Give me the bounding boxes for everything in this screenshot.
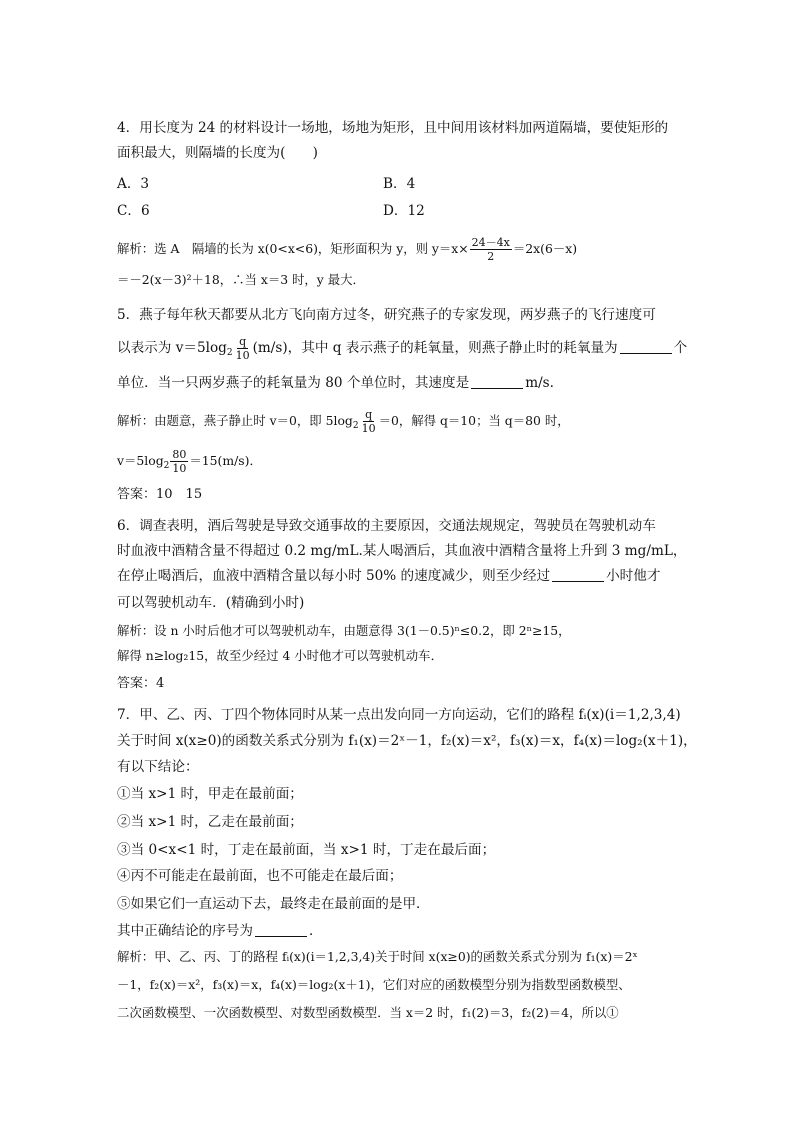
q5-blank-2 (471, 374, 523, 389)
q4-option-b: B．4 (383, 176, 416, 192)
q4-option-c: C．6 (117, 203, 150, 219)
q5-blank-1 (620, 339, 672, 354)
q4-line2: 面积最大，则隔墙的长度为( ) (117, 145, 318, 161)
q6-line2: 时血液中酒精含量不得超过 0.2 mg/mL.某人喝酒后，其血液中酒精含量将上升到 3 mg/mL， (117, 543, 687, 559)
q7-conclusion-1: ①当 x>1 时，甲走在最前面； (117, 786, 303, 802)
q7-solution-line2: －1，f₂(x)＝x²，f₃(x)＝x，f₄(x)＝log₂(x＋1)，它们对应的函数模型分别为指数型函数模型、 (117, 977, 631, 992)
q7-conclusion-2: ②当 x>1 时，乙走在最前面； (117, 814, 303, 830)
q6-line3: 在停止喝酒后，血液中酒精含量以每小时 50% 的速度减少，则至少经过 小时他才 (117, 568, 661, 584)
q7-line2: 关于时间 x(x≥0)的函数关系式分别为 f₁(x)＝2ˣ－1，f₂(x)＝x²，f₃(x)＝x，f₄(x)＝log₂(x＋1)， (117, 733, 697, 749)
q6-line1: 6．调查表明，酒后驾驶是导致交通事故的主要原因，交通法规规定，驾驶员在驾驶机动车 (117, 518, 656, 534)
q7-line3: 有以下结论： (117, 759, 199, 775)
q7-line1: 7．甲、乙、丙、丁四个物体同时从某一点出发向同一方向运动，它们的路程 fᵢ(x)(i＝1,2,3,4) (117, 707, 681, 723)
q5-solution-fraction-1: $\frac{q}{10}$ (361, 408, 376, 435)
q6-blank (552, 567, 604, 582)
q4-line1: 4．用长度为 24 的材料设计一场地，场地为矩形，且中间用该材料加两道隔墙，要使矩形的 (117, 120, 669, 136)
q5-solution-fraction-2: $\frac{80}{10}$ (172, 448, 187, 475)
q5-line3: 单位．当一只两岁燕子的耗氧量为 80 个单位时，其速度是 m/s. (117, 375, 554, 391)
q4-option-d: D．12 (383, 203, 425, 219)
q7-question-line: 其中正确结论的序号为 ． (117, 923, 323, 939)
q6-solution-line2: 解得 n≥log₂15，故至少经过 4 小时他才可以驾驶机动车． (117, 648, 443, 663)
q5-answer: 答案：10 15 (117, 487, 203, 502)
q7-blank (255, 922, 307, 937)
q7-solution-line3: 二次函数模型、一次函数模型、对数型函数模型．当 x＝2 时，f₁(2)＝3，f₂(2)＝4，所以① (117, 1005, 619, 1020)
q7-conclusion-4: ④丙不可能走在最前面，也不可能走在最后面； (117, 868, 403, 884)
q4-solution-line1: 解析：选 A 隔墙的长为 x(0<x<6)，矩形面积为 y，则 y＝x× $\frac{24-4x}{2}$ ＝2x(6－x) (117, 236, 578, 263)
q7-conclusion-3: ③当 0<x<1 时，丁走在最前面，当 x>1 时，丁走在最后面； (117, 842, 496, 858)
q4-solution-line2: ＝－2(x－3)²＋18，∴当 x＝3 时，y 最大． (117, 272, 365, 287)
q5-solution-line2: $v=5\log_2$ $\frac{80}{10}$ ＝15(m/s)． (117, 448, 262, 475)
q5-line2: 以表示为 $v=5\log_2$ $\frac{q}{10}$ (m/s)，其中 q 表示燕子的耗氧量，则燕子静止时的耗氧量为 个 (117, 335, 688, 362)
q6-answer: 答案：4 (117, 676, 165, 691)
q4-fraction: $\frac{24-4x}{2}$ (471, 236, 510, 263)
q5-fraction: $\frac{q}{10}$ (235, 335, 250, 362)
q6-solution-line1: 解析：设 n 小时后他才可以驾驶机动车，由题意得 3(1－0.5)ⁿ≤0.2，即 2ⁿ≥15， (117, 623, 571, 638)
q4-option-a: A．3 (117, 176, 150, 192)
q7-solution-line1: 解析：甲、乙、丙、丁的路程 fᵢ(x)(i＝1,2,3,4)关于时间 x(x≥0)的函数关系式分别为 f₁(x)＝2ˣ (117, 949, 638, 964)
q6-line4: 可以驾驶机动车．(精确到小时) (117, 595, 305, 611)
q5-solution-line1: 解析：由题意，燕子静止时 v＝0，即 $5\log_2$ $\frac{q}{10}$ ＝0，解得 q＝10；当 q＝80 时， (117, 408, 570, 435)
q5-line1: 5．燕子每年秋天都要从北方飞向南方过冬，研究燕子的专家发现，两岁燕子的飞行速度可 (117, 307, 656, 323)
q7-conclusion-5: ⑤如果它们一直运动下去，最终走在最前面的是甲． (117, 896, 430, 912)
